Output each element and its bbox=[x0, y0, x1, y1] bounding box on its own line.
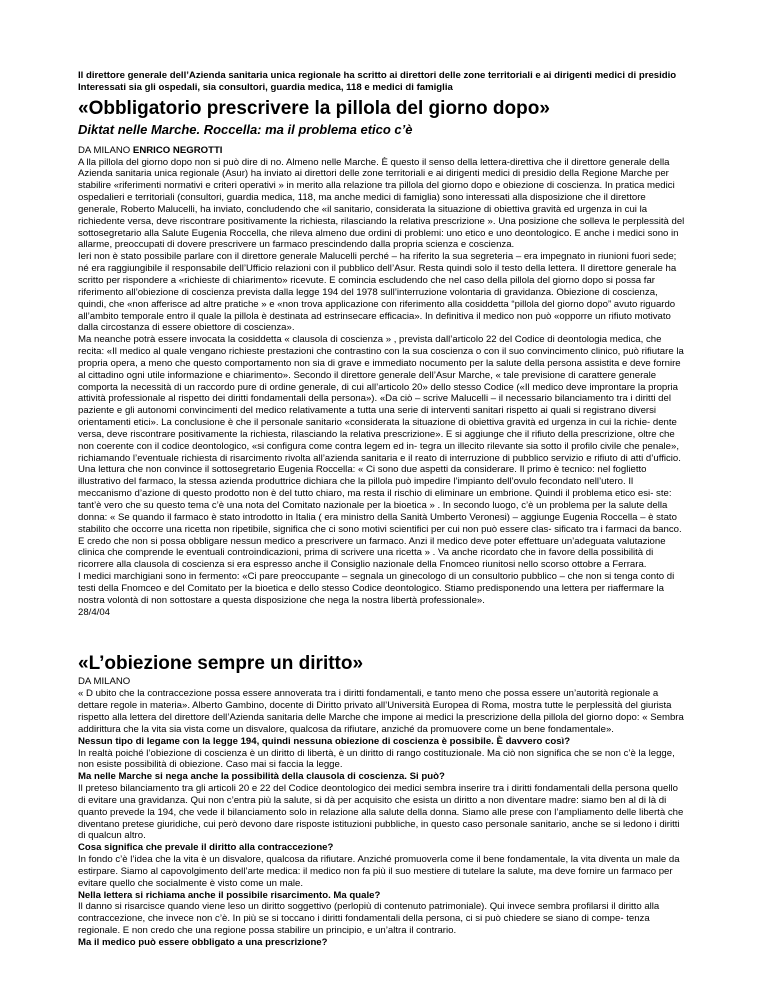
interview-question: Nella lettera si richiama anche il possibile risarcimento. Ma quale? bbox=[78, 889, 381, 901]
interview-question: Ma nelle Marche si nega anche la possibilità della clausola di coscienza. Si può? bbox=[78, 771, 445, 783]
byline-author: ENRICO NEGROTTI bbox=[132, 144, 223, 156]
article-headline: «Obbligatorio prescrivere la pillola del giorno dopo» bbox=[78, 97, 550, 119]
article-spacer bbox=[78, 618, 688, 652]
article-paragraph: Una lettura che non convince il sottosegretario Eugenia Roccella: « Ci sono due aspetti da considerare. Il primo è tecnico: nel foglietto illustrativo del farmaco, la stessa azienda produttrice dichiara che la pillola può impedire l’impianto dell’ovulo fecondato nell’utero. Il meccanismo d’azione di questo prodotto non è del tutto chiaro, ma resta il rischio di eliminare un embrione. Quindi il problema etico esi- ste: tant’è vero che su questo tema c’è una nota del Comitato nazionale per la bioetica » . In secondo luogo, c’è un problema per la salute della donna: « Se quando il farmaco è stato introdotto in Italia ( era ministro della Sanità Umberto Veronesi) – aggiunge Eugenia Roccella – è stato stabilito che occorre una ricetta non ripetibile, significa che ci sono motivi scientifici per cui non può essere clas- sificato tra i farmaci da banco. E credo che non si possa obbligare nessun medico a prescrivere un farmaco. Anzi il medico deve poter effettuare un’adeguata valutazione clinica che comprende le eventuali controindicazioni, prima di scrivere una ricetta » . Va anche ricordato che in favore della possibilità di ricorrere alla clausola di coscienza si era espresso anche il Consiglio nazionale della Fnomceo riunitosi nello scorso ottobre a Ferrara. bbox=[78, 464, 682, 571]
article-paragraph: Ieri non è stato possibile parlare con il direttore generale Malucelli perché – ha riferito la sua segreteria – era impegnato in riunioni fuori sede; né era raggiungibile il responsabile dell’Ufficio relazioni con il pubblico dell’Asur. Resta quindi solo il testo della lettera. Il direttore generale ha scritto per rispondere a «richieste di chiarimento» ricevute. E comincia escludendo che nel caso della pillola del giorno dopo si possa far riferimento all’obiezione di coscienza prevista dalla legge 194 del 1978 sull’interruzione volontaria di gravidanza. Obiezione di coscienza, quindi, che «non afferisce ad altre pratiche » e «non trova applicazione con riferimento alla cosiddetta “pillola del giorno dopo” avuto riguardo all’ambito temporale entro il quale la pillola è destinata ad estrinsecare efficacia». In definitiva il medico non può «opporre un rifiuto motivato dalla circostanza di essere obiettore di coscienza». bbox=[78, 251, 677, 334]
interview-answer: Il preteso bilanciamento tra gli articoli 20 e 22 del Codice deontologico dei medici sembra inserire tra i diritti fondamentali della persona quello di evitare una gravidanza. Qui non c’entra più la salute, si dà per acquisito che esista un diritto a non diventare madre: siamo ben al di là di quanto prevede la 194, che vede il bilanciamento solo in relazione alla salute della donna. Siamo alle prese con l’ampliamento delle libertà che diventano pretese giuridiche, cui però devono dare risposte istituzioni pubbliche, in questo caso personale sanitario, anche se si ledono i diritti di qualcun altro. bbox=[78, 783, 684, 842]
article-paragraph: Ma neanche potrà essere invocata la cosiddetta « clausola di coscienza » , prevista dall’articolo 22 del Codice di deontologia medica, che recita: «Il medico al quale vengano richieste prestazioni che contrastino con la sua coscienza o con il suo convincimento clinico, può rifiutare la propria opera, a meno che questo comportamento non sia di grave e immediato nocumento per la salute della persona assistita e deve fornire al cittadino ogni utile informazione e chiarimento». Secondo il direttore generale dell’Asur Marche, « tale previsione di carattere generale comporta la necessità di un raccordo pure di ordine generale, di cui all’articolo 20» dello stesso Codice («Il medico deve improntare la propria attività professionale al rispetto dei diritti fondamentali della persona»). «Da ciò – scrive Malucelli – il necessario bilanciamento tra i diritti del paziente e gli autonomi convincimenti del medico relativamente a tutta una serie di interventi sanitari rispetto ai quali si registrano diversi orientamenti etici». La conclusione è che il personale sanitario «considerata la situazione di obiettiva gravità ed urgenza in cui la richie- dente versa, deve riscontrare positivamente la richiesta, rilasciando la relativa prescrizione». E si aggiunge che il rifiuto della prescrizione, oltre che non coerente con il codice deontologico, «si configura come contra legem ed in- tegra un illecito rilevante sia sotto il profilo civile che penale», richiamando l’eventuale richiesta di risarcimento rivolta all’azienda sanitaria e il reato di interruzione di pubblico servizio e rifiuto di atti d’ufficio. bbox=[78, 334, 684, 464]
interview-answer: Il danno si risarcisce quando viene leso un diritto soggettivo (perlopiù di contenuto patrimoniale). Qui invece sembra profilarsi il diritto alla contraccezione, che invece non c’è. In più se si toccano i diritti fondamentali della persona, ci si può chiedere se siano di compe- tenza regionale. E non credo che una regione possa stabilire un principio, e un’altra il contrario. bbox=[78, 901, 660, 937]
byline-location: DA MILANO bbox=[78, 144, 131, 156]
article-date: 28/4/04 bbox=[78, 606, 111, 618]
article-paragraph: I medici marchigiani sono in fermento: «Ci pare preoccupante – segnala un ginecologo di un consultorio pubblico – che non si tenga conto di testi della Fnomceo e del Comitato per la bioetica e dello stesso Codice deontologico. Stiamo predisponendo una lettera per riaffermare la nostra volontà di non sottostare a questa disposizione che nega la nostra libertà professionale». bbox=[78, 571, 675, 606]
article-kicker: Il direttore generale dell’Azienda sanitaria unica regionale ha scritto ai direttori delle zone territoriali e ai dirigenti medici di presidio Interessati sia gli ospedali, sia consultori, guardia medica, 118 e medici di famiglia bbox=[78, 70, 677, 93]
article-paragraph: A lla pillola del giorno dopo non si può dire di no. Almeno nelle Marche. È questo il senso della lettera-direttiva che il direttore generale della Azienda sanitaria unica regionale (Asur) ha inviato ai direttori delle zone territoriali e ai dirigenti medici di presidio della Regione Marche per stabilire «riferimenti normativi e criteri operativi » in merito alla relazione tra pillola del giorno dopo e obiezione di coscienza. In pratica medici ospedalieri e territoriali (consultori, guardia medica, 118, ma anche medici di famiglia) sono interessati alla disposizione che il direttore generale, Roberto Malucelli, ha inviato, concludendo che «il sanitario, considerata la situazione di obiettiva gravità ed urgenza in cui la richiedente versa, deve riscontrare positivamente la richiesta, rilasciando la relativa prescrizione ». Una posizione che solleva le perplessità del sottosegretario alla Salute Eugenia Roccella, che rileva almeno due ordini di problemi: uno etico e uno deontologico. E anche i medici sono in allarme, preoccupati di dovere prescrivere un farmaco prescindendo dalla propria scienza e coscienza. bbox=[78, 156, 685, 251]
interview-answer: In realtà poiché l’obiezione di coscienza è un diritto di libertà, è un diritto di rango costituzionale. Ma ciò non significa che se non c’è la legge, non esiste possibilità di obiezione. Caso mai si faccia la legge. bbox=[78, 747, 675, 771]
interview-headline: «L’obiezione sempre un diritto» bbox=[78, 653, 364, 675]
interview-question: Cosa significa che prevale il diritto alla contraccezione? bbox=[78, 842, 334, 854]
interview-question: Nessun tipo di legame con la legge 194, quindi nessuna obiezione di coscienza è possibile. È davvero così? bbox=[78, 735, 571, 747]
interview-body bbox=[78, 688, 688, 949]
article-2 bbox=[78, 652, 688, 948]
interview-answer: In fondo c’è l’idea che la vita è un disvalore, qualcosa da rifiutare. Anziché promuoverla come il bene fondamentale, la vita diventa un male da estirpare. Siamo al capovolgimento dell’arte medica: il medico non fa più il suo mestiere di tutelare la salute, ma deve fornire un farmaco per evitare quello che socialmente è visto come un male. bbox=[78, 854, 680, 889]
interview-question: Ma il medico può essere obbligato a una prescrizione? bbox=[78, 937, 328, 948]
article-1 bbox=[78, 70, 688, 618]
byline bbox=[78, 145, 688, 157]
article-body bbox=[78, 157, 688, 619]
article-deck: Diktat nelle Marche. Roccella: ma il problema etico c’è bbox=[78, 121, 413, 137]
interview-answer: « D ubito che la contraccezione possa essere annoverata tra i diritti fondamentali, e tanto meno che possa essere un’autorità regionale a dettare regole in materia». Alberto Gambino, docente di Diritto privato all’Università Europea di Roma, mostra tutte le perplessità del giurista rispetto alla lettera del direttore dell’Azienda sanitaria delle Marche che impone ai medici la prescrizione della pillola del giorno dopo: « Sembra addirittura che la vita sia vista come un disvalore, qualcosa da rifiutare, anziché da promuovere come un bene fondamentale». bbox=[78, 688, 684, 735]
interview-byline: DA MILANO bbox=[78, 676, 131, 688]
